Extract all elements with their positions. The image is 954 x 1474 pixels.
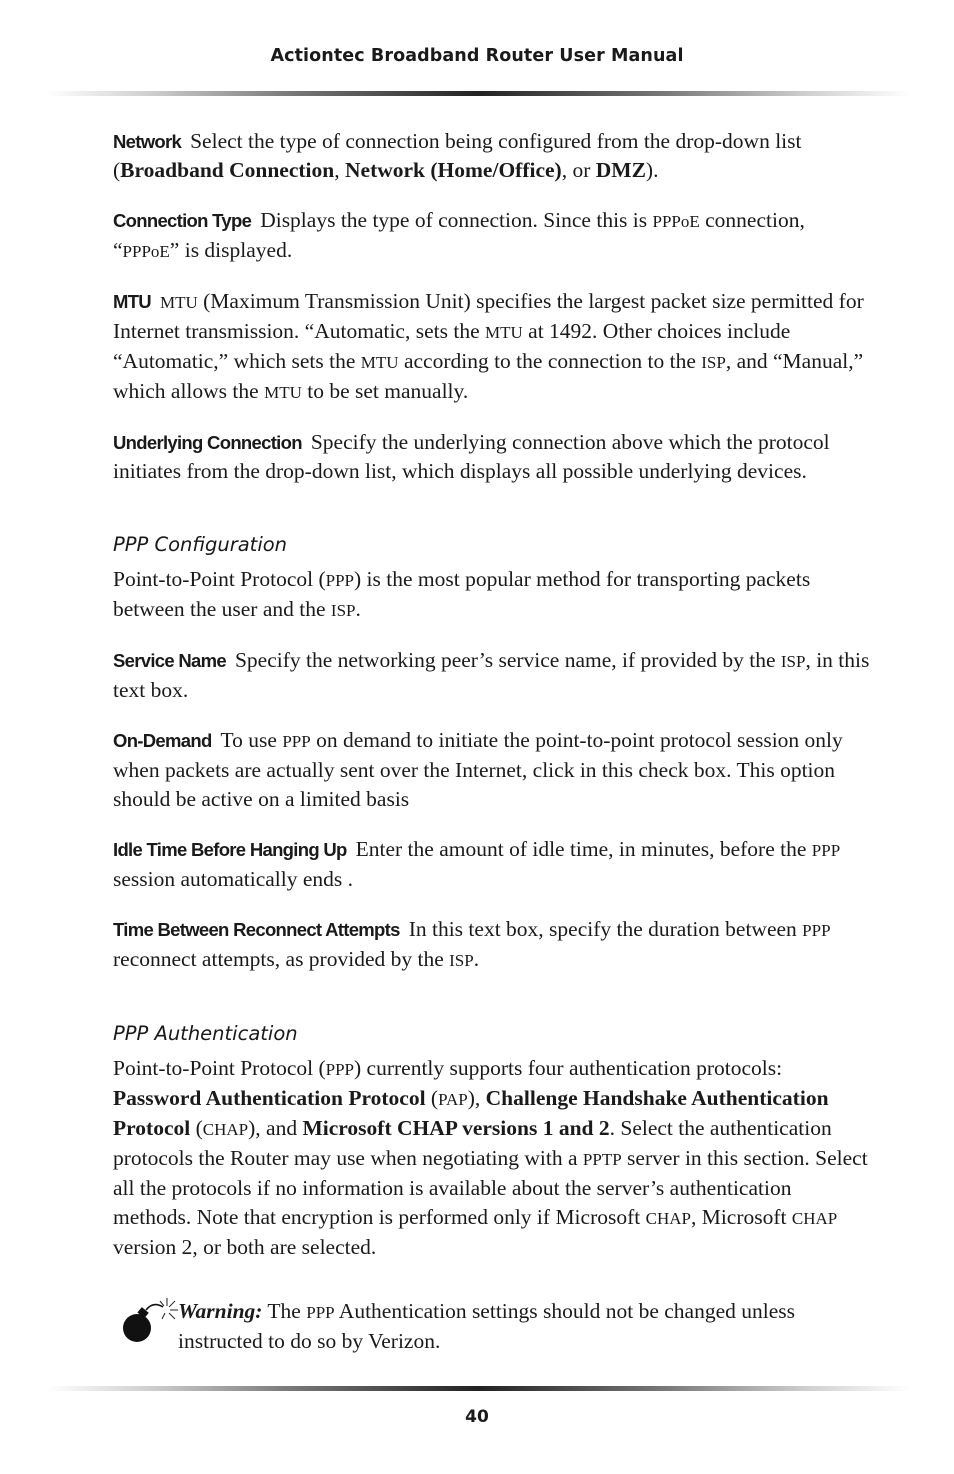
text-run: ). (645, 158, 659, 182)
warning-text (178, 1297, 873, 1356)
text-run: Authentication settings should not be changed unless instructed to do so by Verizon. (178, 1299, 796, 1353)
text-run: Point-to-Point Protocol ( (113, 1056, 326, 1080)
text-run: ) currently supports four authentication protocols: (354, 1056, 783, 1080)
text-run: to be set manually. (301, 379, 469, 403)
warning-callout (113, 1297, 873, 1356)
bomb-icon (117, 1297, 187, 1343)
text-run: ), and (248, 1116, 303, 1140)
text-run: , (334, 158, 345, 182)
text-run: , Microsoft (690, 1205, 792, 1229)
page-content (113, 127, 873, 1283)
text-run: at 1492. Other choices include “Automatic,” which sets the (113, 319, 791, 373)
small-caps-text: PPPoE (652, 212, 700, 231)
definition-connection-type (113, 206, 873, 266)
page-number: 40 (465, 1407, 489, 1427)
small-caps-text: PAP (438, 1090, 468, 1109)
definition-term: Connection Type (113, 210, 252, 231)
definition-term: Idle Time Before Hanging Up (113, 839, 347, 860)
text-run: , in this text box. (113, 648, 870, 702)
small-caps-text: PPP (325, 571, 354, 590)
definition-on-demand (113, 726, 873, 814)
text-run: Specify the networking peer’s service name, if provided by the (234, 648, 781, 672)
bold-text: Network (Home/Office) (345, 158, 562, 182)
section-heading-ppp-configuration: PPP Configuration (113, 533, 288, 556)
small-caps-text: ISP (449, 951, 474, 970)
small-caps-text: CHAP (645, 1209, 691, 1228)
definition-network (113, 127, 873, 185)
definition-term: Network (113, 131, 182, 152)
definition-term: Time Between Reconnect Attempts (113, 919, 400, 940)
text-run: according to the connection to the (398, 349, 702, 373)
small-caps-text: PPP (325, 1060, 354, 1079)
text-run: session automatically ends . (113, 867, 354, 891)
definition-underlying-connection (113, 428, 873, 486)
bold-text: Password Authentication Protocol (113, 1086, 426, 1110)
small-caps-text: PPP (306, 1303, 335, 1322)
small-caps-text: PPP (282, 732, 311, 751)
text-run: , or (561, 158, 596, 182)
text-run: . Select the authentication protocols the Router may use when negotiating with a (113, 1116, 832, 1170)
small-caps-text: ISP (780, 652, 806, 671)
definition-time-between-reconnect-attempts (113, 915, 873, 975)
text-run: reconnect attempts, as provided by the (113, 947, 450, 971)
text-run: Specify the underlying connection above which the protocol initiates from the drop-down list, which displays all possible underlying devices. (113, 430, 830, 483)
warning-label: Warning: (178, 1299, 263, 1323)
small-caps-text: ISP (330, 601, 356, 620)
definition-term: On-Demand (113, 730, 212, 751)
text-run: server in this section. Select all the protocols if no information is available about the server’s authentication methods. Note that encryption is performed only if Microsoft (113, 1146, 868, 1229)
definition-idle-time-before-hanging-up (113, 835, 873, 894)
bold-text: Challenge Handshake Authentication Protocol (113, 1086, 829, 1140)
text-run: . (473, 947, 480, 971)
text-run: Point-to-Point Protocol ( (113, 567, 326, 591)
definition-mtu (113, 287, 873, 407)
text-run: Enter the amount of idle time, in minutes, before the (355, 837, 812, 861)
text-run: The (262, 1299, 307, 1323)
section-heading-ppp-authentication: PPP Authentication (113, 1022, 298, 1045)
definition-term: MTU (113, 291, 151, 312)
small-caps-text: CHAP (202, 1120, 249, 1139)
small-caps-text: CHAP (791, 1209, 838, 1228)
ppp-configuration-items (113, 646, 873, 975)
text-run: ” is displayed. (169, 238, 293, 262)
definitions-list (113, 127, 873, 486)
bold-text: Microsoft CHAP versions 1 and 2 (302, 1116, 610, 1140)
small-caps-text: PPPoE (122, 242, 170, 261)
small-caps-text: PPP (802, 921, 831, 940)
small-caps-text: PPP (811, 841, 841, 860)
text-run: In this text box, specify the duration between (408, 917, 803, 941)
warning-message (178, 1299, 795, 1353)
bold-text: Broadband Connection (120, 158, 335, 182)
text-run: ) is the most popular method for transporting packets between the user and the (113, 567, 811, 621)
text-run: Select the type of connection being configured from the drop-down list ( (113, 129, 802, 182)
ppp-authentication-body (113, 1054, 873, 1262)
small-caps-text: PPTP (582, 1150, 622, 1169)
text-run: . (355, 597, 361, 621)
text-run: ( (190, 1116, 203, 1140)
text-run: ), (467, 1086, 486, 1110)
bold-text: DMZ (595, 158, 646, 182)
definition-term: Service Name (113, 650, 226, 671)
text-run: Displays the type of connection. Since this is (260, 208, 653, 232)
small-caps-text: MTU (264, 383, 302, 402)
definition-term: Underlying Connection (113, 432, 302, 453)
small-caps-text: MTU (485, 323, 523, 342)
definition-service-name (113, 646, 873, 705)
small-caps-text: MTU (360, 353, 399, 372)
text-run: on demand to initiate the point-to-point protocol session only when packets are actually sent over the Internet, click in this check box. This option should be active on a limited basis (113, 728, 843, 811)
text-run: To use (220, 728, 283, 752)
header-rule (46, 91, 910, 96)
text-run: ( (425, 1086, 439, 1110)
small-caps-text: ISP (701, 353, 726, 372)
text-run: connection, “ (113, 208, 805, 262)
text-run: (Maximum Transmission Unit) specifies the largest packet size permitted for Internet transmission. “Automatic, sets the (113, 289, 864, 343)
header-title: Actiontec Broadband Router User Manual (270, 46, 684, 66)
small-caps-text: MTU (159, 293, 198, 312)
ppp-configuration-intro (113, 565, 873, 625)
footer-rule (46, 1386, 910, 1391)
text-run: , and “Manual,” which allows the (113, 349, 864, 403)
text-run: version 2, or both are selected. (113, 1235, 377, 1259)
